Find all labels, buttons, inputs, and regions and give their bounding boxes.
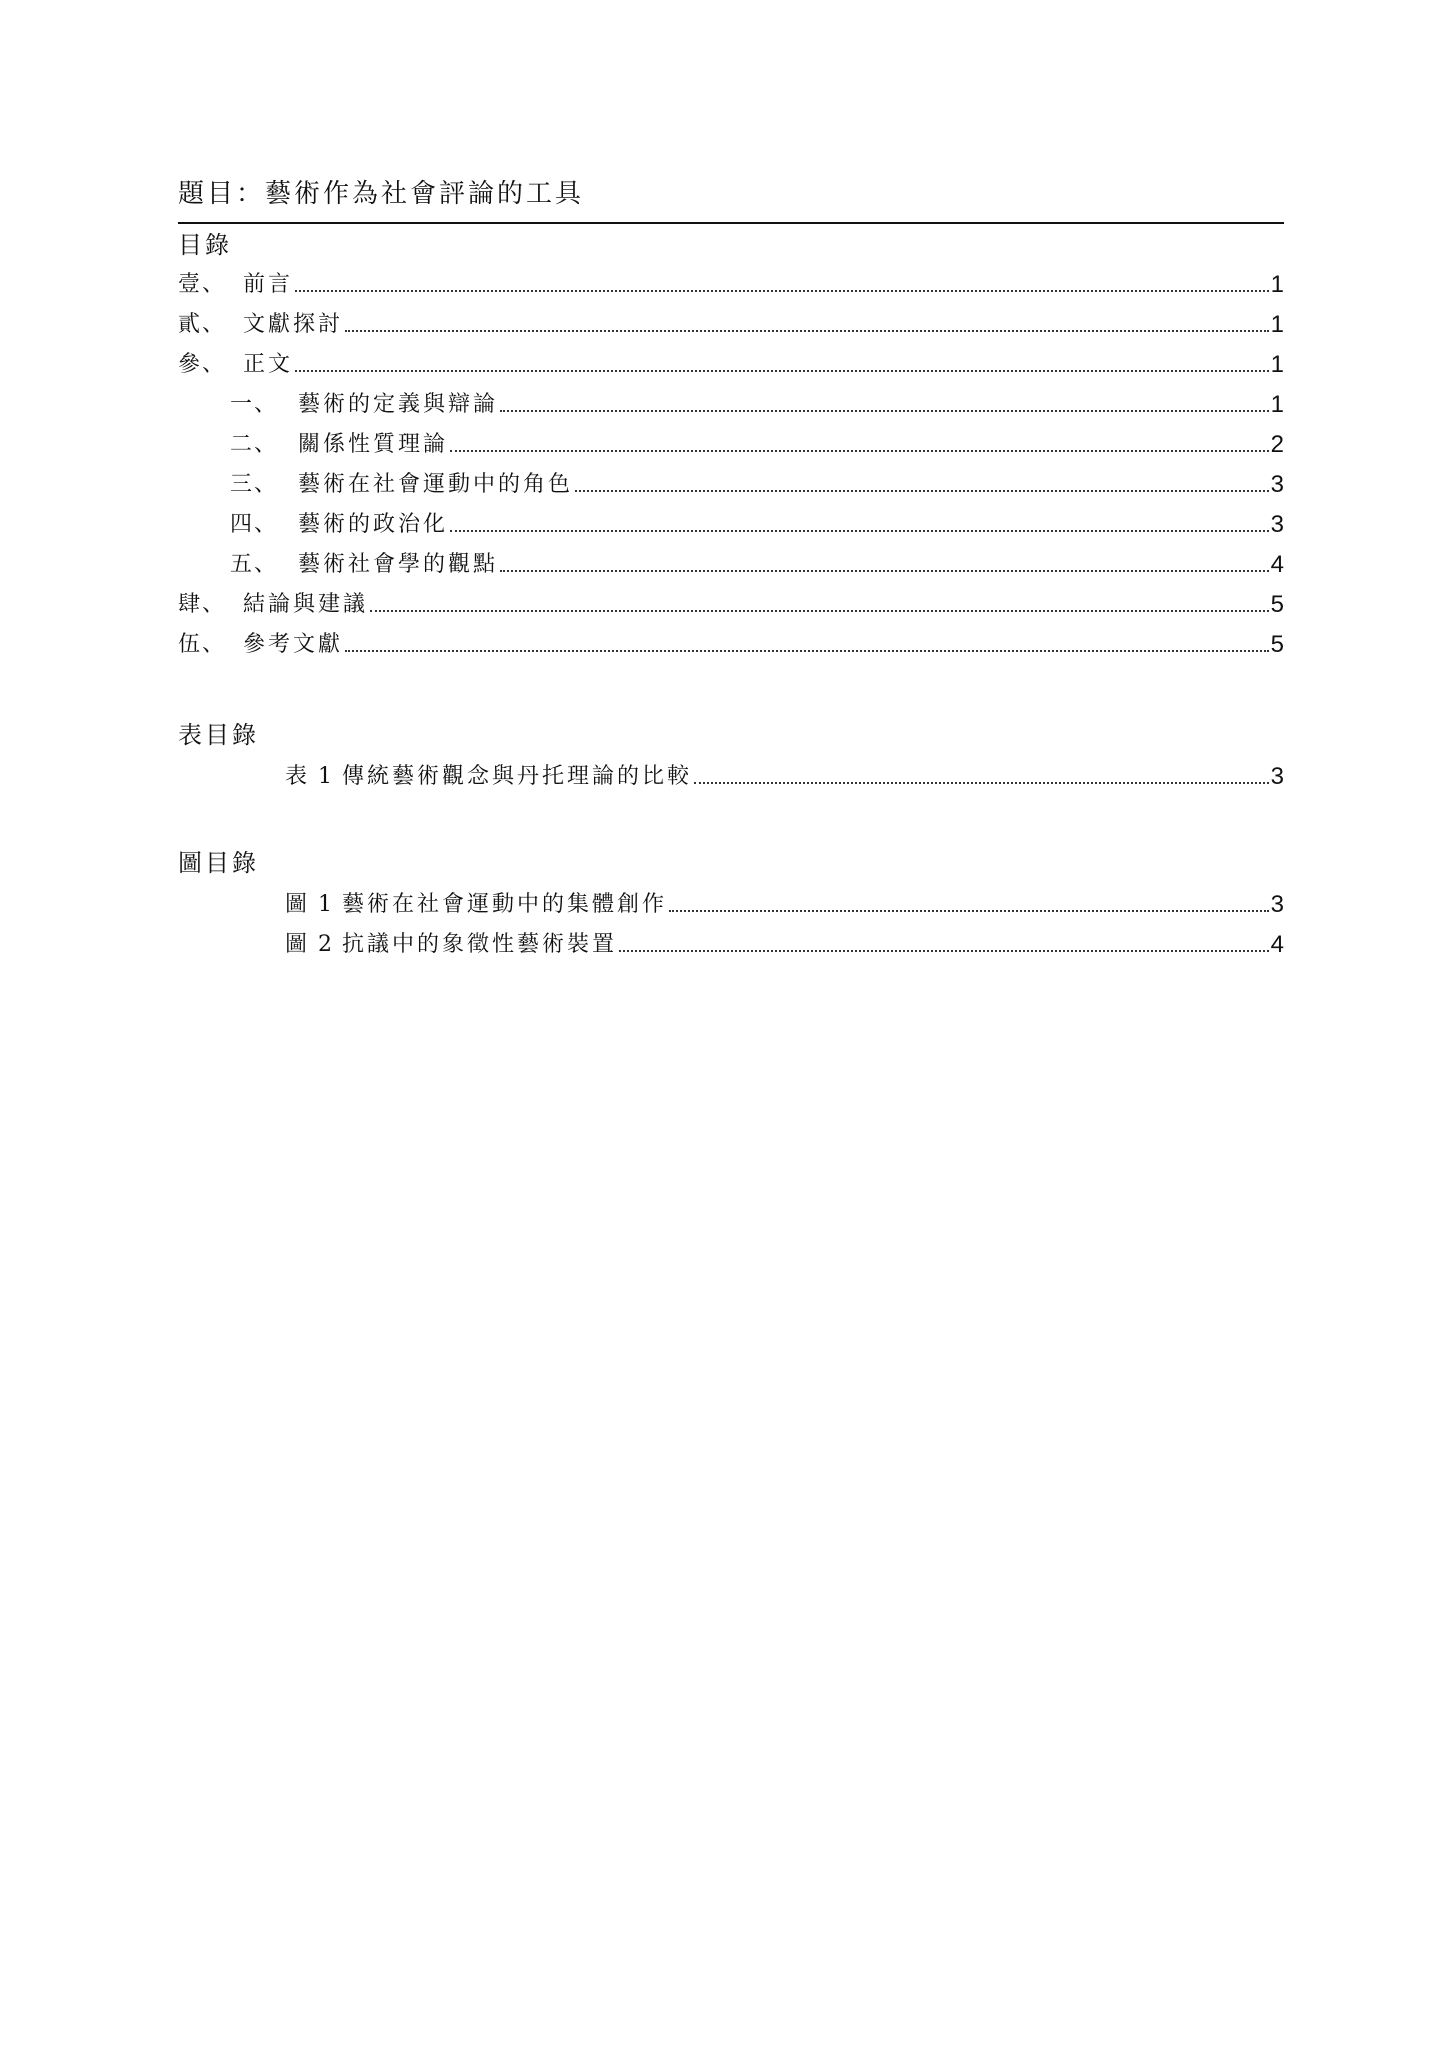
table-entry-label: 傳統藝術觀念與丹托理論的比較 [342,764,693,789]
toc-entry-1[interactable] [178,266,1284,300]
toc-entry-number: 四、 [230,512,279,537]
toc-entry-page: 2 [1270,431,1284,458]
toc-entry-8[interactable] [230,546,1284,580]
dot-leader [694,782,1269,784]
dot-leader [370,610,1269,612]
dot-leader [450,450,1269,452]
toc-entry-number: 肆、 [178,592,227,617]
toc-entry-number: 三、 [230,472,279,497]
toc-entry-number: 二、 [230,432,279,457]
toc-entry-page: 1 [1270,271,1284,298]
toc-entry-number: 五、 [230,552,279,577]
dot-leader [295,370,1269,372]
toc-entry-2[interactable] [178,306,1284,340]
document-title: 題目：藝術作為社會評論的工具 [178,179,585,209]
toc-entry-5[interactable] [230,426,1284,460]
toc-entry-3[interactable] [178,346,1284,380]
toc-entry-page: 4 [1270,551,1284,578]
dot-leader [345,650,1269,652]
toc-entry-label: 關係性質理論 [298,432,449,457]
toc-entry-6[interactable] [230,466,1284,500]
figure-list-heading: 圖目錄 [178,849,259,877]
table-entry-number: 表 1 [285,764,334,789]
toc-entry-label: 正文 [243,352,294,377]
toc-entry-label: 藝術在社會運動中的角色 [298,472,574,497]
toc-entry-number: 伍、 [178,632,227,657]
dot-leader [295,290,1269,292]
figure-entry-page: 3 [1270,891,1284,918]
dot-leader [500,570,1269,572]
toc-entry-number: 貳、 [178,312,227,337]
toc-entry-label: 參考文獻 [243,632,344,657]
figure-entry-1[interactable] [285,886,1284,920]
table-list-heading: 表目錄 [178,721,259,749]
toc-entry-7[interactable] [230,506,1284,540]
toc-entry-label: 結論與建議 [243,592,369,617]
dot-leader [450,530,1269,532]
figure-entry-label: 抗議中的象徵性藝術裝置 [342,932,618,957]
toc-entry-page: 5 [1270,631,1284,658]
dot-leader [669,910,1269,912]
figure-entry-number: 圖 2 [285,932,334,957]
toc-entry-page: 3 [1270,511,1284,538]
toc-entry-page: 1 [1270,311,1284,338]
dot-leader [619,950,1269,952]
toc-entry-label: 藝術的政治化 [298,512,449,537]
toc-entry-label: 文獻探討 [243,312,344,337]
toc-entry-4[interactable] [230,386,1284,420]
toc-entry-page: 3 [1270,471,1284,498]
toc-entry-label: 藝術社會學的觀點 [298,552,499,577]
toc-entry-9[interactable] [178,586,1284,620]
dot-leader [575,490,1269,492]
dot-leader [345,330,1269,332]
figure-entry-label: 藝術在社會運動中的集體創作 [342,892,668,917]
toc-entry-page: 1 [1270,351,1284,378]
table-entry-1[interactable] [285,758,1284,792]
toc-entry-number: 一、 [230,392,279,417]
title-rule [178,222,1284,224]
figure-entry-number: 圖 1 [285,892,334,917]
dot-leader [500,410,1269,412]
figure-entry-page: 4 [1270,931,1284,958]
toc-heading: 目錄 [178,231,232,259]
toc-entry-number: 壹、 [178,272,227,297]
table-entry-page: 3 [1270,763,1284,790]
toc-entry-number: 參、 [178,352,227,377]
toc-entry-label: 前言 [243,272,294,297]
figure-entry-2[interactable] [285,926,1284,960]
toc-entry-label: 藝術的定義與辯論 [298,392,499,417]
toc-entry-page: 5 [1270,591,1284,618]
toc-entry-10[interactable] [178,626,1284,660]
toc-entry-page: 1 [1270,391,1284,418]
